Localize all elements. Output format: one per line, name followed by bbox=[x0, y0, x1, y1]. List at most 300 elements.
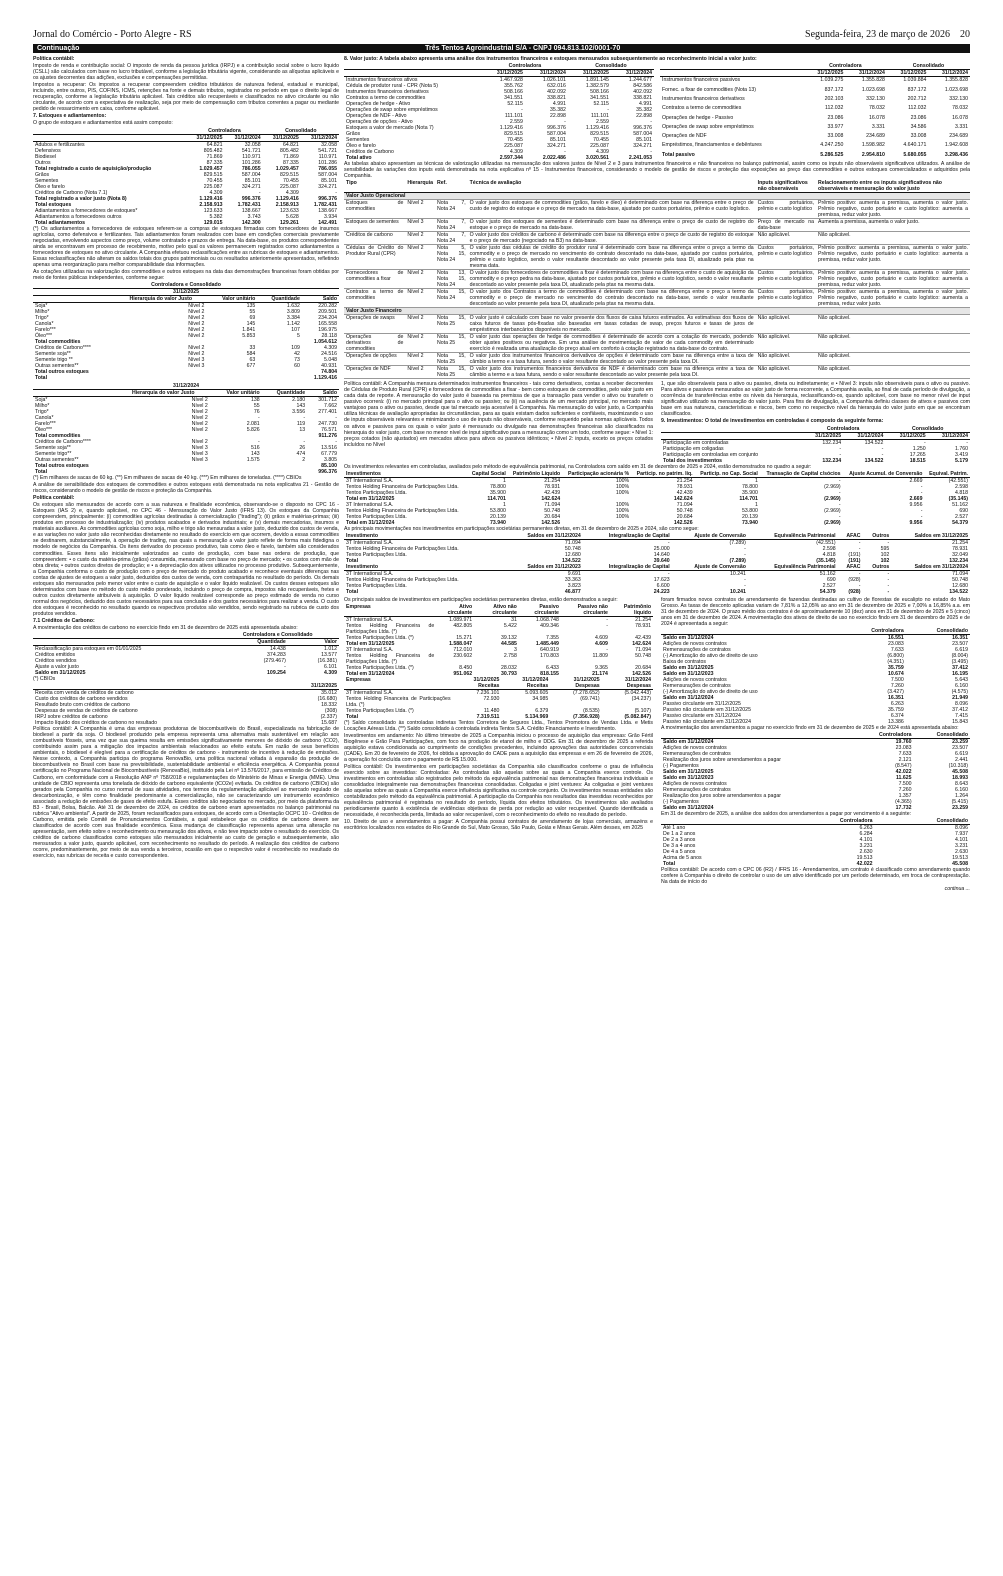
table-cell: 45.508 bbox=[952, 860, 968, 867]
table-cell: Operações de swaps bbox=[344, 315, 405, 334]
column-header: Particip. no patrim. líq. bbox=[631, 471, 694, 478]
table-cell: 142.624 bbox=[541, 495, 561, 502]
table-cell: 22.898 bbox=[636, 113, 652, 120]
table-cell: (308) bbox=[324, 708, 337, 715]
table-cell: Empréstimos, financiamentos e debêntures bbox=[662, 142, 762, 149]
table-row bbox=[344, 353, 970, 366]
column-header: Integralização de Capital bbox=[583, 533, 672, 540]
table-cell: Adiantamentos a fornecedores outros bbox=[35, 213, 122, 220]
table-cell: 7.500 bbox=[890, 676, 904, 683]
table-cell: 21.254 bbox=[952, 539, 968, 546]
table-cell: Operações de NDF - Ativo bbox=[346, 113, 407, 120]
column-header: Técnica de avaliação bbox=[468, 180, 756, 193]
table-cell: 16.351 bbox=[887, 694, 904, 701]
table-cell: 135 bbox=[246, 302, 256, 309]
table-cell: Óleo*** bbox=[35, 426, 53, 433]
paragraph: (*) Os adiantamentos a fornecedores de estoques referem-se a compras de estoques firmadas com fornecedores de insumos agrícolas, como defensivos e fertilizantes. Tais adiantamentos foram realizados com base em condições comerciais previamente negociadas, envolvendo aspectos como preço, volume contratado e prazos de entrega. Na data-base, os produtos correspondentes ainda se encontravam em processo de recebimento, motivo pelo qual os valores permanecem registrados como adiantamentos a fornecedores de estoques no ativo circulante. A Companhia efetuou reclassificações entre as rubricas de estoques e adiantamentos. Essas reclassificações não alteram os saldos totais dos grupos patrimoniais ou os resultados anteriormente apresentados, refletindo apenas uma reorganização para melhor comparabilidade das informações. bbox=[33, 225, 339, 268]
table-cell: 20.684 bbox=[676, 513, 693, 520]
table-cell: Total bbox=[35, 468, 48, 475]
table-cell: IRPJ sobre créditos de carbono bbox=[35, 714, 108, 721]
table-cell: Total outros estoques bbox=[35, 368, 89, 375]
table-cell: 1.029.457 bbox=[275, 165, 299, 172]
table-cell: (-) Amortização do ativo de direito de uso bbox=[663, 652, 758, 659]
investment-movements-table-2024 bbox=[344, 564, 970, 595]
table-cell: 35.012 bbox=[321, 690, 337, 697]
table-cell: O valor justo das cédulas de crédito do produtor rural é determinado com base na diferença entre o preço a termo da commodity e o preço de mercado no vencimento do contrato descontado na data-base, ajustado por custos portuários, prêmio e custo logístico, sendo o valor resultante descontado ao valor presente pela taxa DI, atualizado pela ptax na mesma data. bbox=[469, 245, 754, 270]
paragraph: 1, que são observáveis para o ativo ou passivo, direta ou indiretamente; e • Nível 3: inputs não observáveis para o ativo ou passivo. Para ativos e passivos mensurados ao valor justo de forma recorrente, a Companhia avalia, ao final de cada período de divulgação, a ocorrência de transferências entre os níveis da hierarquia, reclassificando-os, quando aplicável, com base no menor nível de input significativo utilizado na mensuração do valor justo. Para fins de divulgação, a Companhia definiu classes de ativos e passivos com base em sua natureza, características e riscos, bem como no respectivo nível da hierarquia do valor justo em que se encontram classificados. bbox=[661, 381, 970, 418]
table-cell: - bbox=[744, 582, 746, 589]
table-cell: 1.023.698 bbox=[861, 86, 885, 93]
table-cell: 35.759 bbox=[887, 706, 904, 713]
table-cell: 2.527 bbox=[822, 582, 836, 589]
table-cell: 85.100 bbox=[321, 462, 337, 469]
table-cell: (34.237) bbox=[631, 695, 651, 702]
table-cell: 829.515 bbox=[504, 131, 523, 138]
section-label: Valor Justo Financeiro bbox=[344, 308, 970, 315]
table-cell: 132.234 bbox=[822, 457, 842, 464]
table-cell: 6.263 bbox=[859, 824, 873, 831]
table-cell: (2.969) bbox=[824, 507, 841, 514]
table-cell: Nível 2 bbox=[405, 289, 435, 308]
table-cell: Custos portuários, prêmio e custo logístico bbox=[756, 289, 816, 308]
assets-table: Controladora Consolidado 31/12/2025 31/12/2024 31/12/2025 31/12/2024 Instrumentos financeiros ativos 1.467.928 1.026.101 1.891.145 1.244.677 Cédula de produtor rural - CPR (Nota 5) 355.762 632.016 1.382.579 842.586 Instrumentos financeiros derivativos 508.166 402.092 508.166 402.092 Contratos a termo de commodities 341.551 338.821 341.551 338.821 Operações de hedge - Ativo 52.115 4.991 52.115 4.991 Operações de swap sobre empréstimos - 35.382 - 35.382 Operações de NDF - Ativo 111.101 22.898 111.101 22.898 Operações de opções - Ativo 2.559 - 2.559 - Estoques a valor de mercado (Nota 7) 1.129.416 996.376 1.129.416 996.376 Grãos 829.515 587.004 829.515 587.004 Sementes 70.455 85.101 70.455 85.101 Óleo e farelo 225.087 324.271 225.087 324.271 Créditos de Carbono 4.309 - 4.309 - Total ativo 2.597.344 2.022.486 3.020.561 2.241.053 bbox=[346, 63, 652, 162]
table-cell: Instrumentos financeiros derivativos bbox=[346, 89, 429, 96]
table-cell: 73.940 bbox=[490, 519, 506, 526]
two-columns bbox=[344, 381, 970, 463]
column-header: Empresas bbox=[344, 604, 436, 617]
table-cell: 13 bbox=[299, 426, 306, 433]
table-cell: - bbox=[606, 646, 608, 653]
table-cell: Contratos a termo de commodities bbox=[662, 105, 742, 112]
table-cell: Nível 3 bbox=[191, 450, 208, 457]
table-cell: (928) bbox=[848, 588, 861, 595]
table-cell: 818.155 bbox=[540, 670, 559, 677]
table-cell: 23.507 bbox=[952, 744, 968, 751]
table-cell: 3.419 bbox=[955, 451, 968, 458]
table-cell: Não aplicável. bbox=[816, 232, 970, 245]
table-cell: - bbox=[335, 438, 337, 445]
table-cell: 1.039.884 bbox=[903, 77, 927, 84]
table-cell: 837.172 bbox=[824, 86, 844, 93]
table-cell: 11.480 bbox=[483, 707, 500, 714]
investments-equity-table bbox=[344, 471, 970, 526]
table-cell: Realização dos juros sobre arrendamentos a pagar bbox=[663, 756, 781, 763]
table-cell: 34.985 bbox=[532, 695, 549, 702]
table-cell: 951.062 bbox=[453, 670, 473, 677]
column-header: Particip. no Cap. Social bbox=[695, 471, 760, 478]
table-cell: 145 bbox=[246, 320, 256, 327]
table-cell: 11.809 bbox=[592, 652, 608, 659]
table-cell: 7.633 bbox=[898, 750, 912, 757]
table-row bbox=[344, 232, 970, 245]
table-cell: Nível 2 bbox=[188, 308, 205, 315]
table-cell: Não aplicável. bbox=[816, 315, 970, 334]
newspaper-name: Jornal do Comércio - Porto Alegre - RS bbox=[33, 29, 192, 40]
table-cell: - bbox=[920, 507, 923, 514]
table-cell: 6.374 bbox=[890, 712, 904, 719]
table-cell: (3.427) bbox=[887, 688, 904, 695]
table-cell: Participação em controladas bbox=[663, 439, 729, 446]
table-cell: Operações de derivativos de commodities bbox=[346, 334, 404, 353]
table-cell: Custos portuários, prêmio e custo logístico bbox=[756, 200, 816, 219]
table-cell bbox=[206, 375, 257, 381]
table-cell: 3.805 bbox=[324, 456, 337, 463]
table-cell: 5.643 bbox=[955, 676, 968, 683]
table-cell: (191) bbox=[848, 557, 861, 564]
table-cell: Prêmio positivo: aumenta a premissa, aumenta o valor justo. Prêmio negativo, custo portuário e custo logístico: aumenta a premissa, reduz valor justo. bbox=[818, 200, 968, 219]
paragraph: Os estoques são mensurados de acordo com a sua natureza e finalidade econômica, observando-se o disposto no CPC 16 - Estoques (IAS 2) e, quando aplicável, no CPC 46 - Mensuração do Valor Justo (IFRS 13). Os estoques da Companhia compreendem, principalmente: (i) commodities agrícolas destinadas à comercialização ("trading"); (ii) grãos e matérias-primas; (iii) produtos em processo de industrialização; (iv) produtos acabados e derivados industriais; e (v) demais mercadorias, insumos e materiais auxiliares. As commodities agrícolas como soja, milho e trigo são mensuradas a valor justo, deduzido dos custos de venda, e as variações no valor justo são reconhecidas diretamente no resultado do exercício em que ocorrem, devido a essas commodities se destinarem, substancialmente, à operação de trading, nas quais a mensuração a valor justo reflete de forma mais fidedigna o modelo de negócios da Companhia. Os itens derivados do processo produtivo, tais como óleo e farelo, também são considerados commodities. Esses itens são inicialmente valorizados ao custo de produção, com base nas ordens de produção, que compreendem: • o custo da matéria-prima (grãos) consumida, mensurado com base no preço de mercado; • os custos com mão de obra direta; • outros custos diretos de produção; e • a depreciação dos ativos utilizados no processo produtivo. Subsequentemente, a Companhia conforma o custo de produção com o preço de mercado do produto acabado e reconhece eventuais diferenças nas contas de ajustes de estoques a valor justo, deduzidos dos custos de venda, com contrapartida no resultado do período. Os demais estoques são mensurados pelo menor valor entre o custo de aquisição e o valor líquido realizável. Os custos desses estoques são determinados com base no método do custo médio ponderado, incluindo o preço de compra, impostos não recuperáveis, fretes e outros custos diretamente atribuíveis à aquisição. O valor líquido realizável corresponde ao preço estimado de venda no curso normal dos negócios, deduzido dos custos necessários para sua conclusão e dos gastos necessários para realizar a venda. O custo dos estoques é reconhecido no resultado quando os respectivos produtos são vendidos, sendo registrado na rubrica de custo dos produtos vendidos. bbox=[33, 502, 339, 617]
table-cell: 4.640.171 bbox=[903, 142, 927, 149]
table-cell: (10.318) bbox=[948, 762, 968, 769]
table-cell: 16.078 bbox=[952, 114, 968, 121]
table-cell: 1.782.431 bbox=[313, 201, 337, 208]
left-column bbox=[33, 56, 339, 1504]
table-cell: (5.082.847) bbox=[624, 713, 651, 720]
table-cell: - bbox=[881, 445, 884, 452]
table-cell: 2.121 bbox=[898, 756, 912, 763]
table-cell: 50.748 bbox=[635, 652, 651, 659]
table-row bbox=[660, 105, 970, 114]
table-cell: 78.800 bbox=[490, 483, 506, 490]
table-cell: 143 bbox=[251, 450, 260, 457]
paragraph: Impostos a recuperar: Os impostos a recuperar compreendem créditos tributários de natureza federal, estadual e municipal, incluindo, entre outros, PIS, COFINS, ICMS, retenções na fonte e demais tributos, registrados no período em que o direito legal de recuperação, conforme a legislação tributária aplicável. Tais créditos são recuperáveis e classificados no ativo circulante ou não circulante, de acordo com a expectativa de realização, seja por meio de compensação com tributos correntes a pagar ou mediante pedido de ressarcimento em caixa, conforme aplicável. bbox=[33, 82, 339, 113]
table-cell: Sementes bbox=[346, 137, 370, 144]
table-cell: Farelo*** bbox=[35, 326, 56, 333]
column-header: Equival. Patrim. bbox=[924, 471, 970, 478]
table-cell: 100% bbox=[615, 477, 630, 484]
table-cell: 1.026.101 bbox=[542, 77, 566, 84]
table-row bbox=[344, 334, 970, 353]
table-cell: 1.129.416 bbox=[199, 195, 223, 202]
table-cell: Passivo circulante em 31/12/2024 bbox=[663, 712, 741, 719]
table-cell: Operações de swap sobre empréstimos bbox=[662, 123, 754, 130]
table-cell: 1.782.431 bbox=[237, 201, 261, 208]
section-heading: 7. Estoques e adiantamentos: bbox=[33, 113, 107, 120]
table-cell: 2.630 bbox=[955, 848, 968, 855]
table-cell: 35.759 bbox=[887, 664, 904, 671]
table-cell: 996.376 bbox=[547, 125, 566, 132]
table-cell: 9.691 bbox=[567, 570, 581, 577]
table-row bbox=[660, 96, 970, 105]
table-cell: 1.089.971 bbox=[449, 616, 473, 623]
table-cell: 76 bbox=[253, 408, 260, 415]
table-cell: 18.332 bbox=[321, 702, 337, 709]
table-cell: 14.438 bbox=[269, 646, 286, 653]
table-cell: Nível 2 bbox=[405, 200, 435, 219]
table-cell: 109.254 bbox=[267, 670, 286, 677]
table-cell: Óleo e farelo bbox=[35, 183, 65, 190]
table-cell: 134.522 bbox=[949, 588, 968, 595]
table-cell: - bbox=[966, 439, 968, 446]
table-cell: Não aplicável. bbox=[816, 366, 970, 379]
table-cell: Não aplicável. bbox=[816, 334, 970, 353]
table-cell: 8.450 bbox=[459, 664, 473, 671]
table-cell: 3 bbox=[513, 646, 517, 653]
table-cell: 39.132 bbox=[500, 634, 517, 641]
table-cell: 129.261 bbox=[280, 219, 299, 226]
table-cell: Total em 31/12/2025 bbox=[346, 640, 395, 647]
table-cell: 134.522 bbox=[864, 439, 884, 446]
table-cell: - bbox=[838, 489, 841, 496]
table-cell: - bbox=[920, 489, 923, 496]
table-cell: 52.115 bbox=[507, 101, 523, 108]
table-cell: 2.158.913 bbox=[199, 201, 223, 208]
table-cell: 35.382 bbox=[550, 107, 566, 114]
table-cell: Fornec. a fixar de commodities (Nota 13) bbox=[662, 86, 756, 93]
table-cell: 9.956 bbox=[909, 501, 923, 508]
table-cell: 78.800 bbox=[742, 483, 758, 490]
table-cell: (35.145) bbox=[816, 557, 836, 564]
table-cell: 2 bbox=[302, 456, 306, 463]
table-cell: 110.971 bbox=[242, 153, 261, 160]
lease-maturity-table: Controladora Consolidado Até 1 ano 6.263 8.096 De 1 a 2 anos 6.284 7.937 De 2 a 3 anos 4.101 4.101 De 3 a 4 anos 3.231 3.231 De 4 a 5 anos 2.630 2.630 Acima de 5 anos 19.513 19.513 Total 42.022 45.508 bbox=[663, 817, 968, 867]
table-cell: 35.900 bbox=[742, 489, 758, 496]
table-row bbox=[661, 458, 970, 464]
table-cell: - bbox=[838, 477, 841, 484]
table-cell: 60 bbox=[294, 362, 300, 369]
table-cell: Nível 3 bbox=[405, 219, 435, 232]
table-cell: 78.032 bbox=[869, 105, 885, 112]
table-cell: 100% bbox=[615, 501, 630, 508]
table-cell: (4.575) bbox=[951, 688, 968, 695]
table-cell: Nota 7, Nota 24 bbox=[435, 200, 468, 219]
table-cell: - bbox=[303, 438, 306, 445]
table-cell: 21.254 bbox=[676, 477, 693, 484]
table-cell: (-) Pagamentos bbox=[663, 798, 699, 805]
column-header: Passivo não circulante bbox=[561, 604, 610, 617]
column-header: 31/12/2025 Despesas bbox=[550, 677, 601, 690]
table-cell: Nível 2 bbox=[188, 332, 205, 339]
table-cell: 1.023.698 bbox=[944, 86, 968, 93]
table-cell: 25.000 bbox=[653, 545, 670, 552]
table-cell: (8.547) bbox=[895, 762, 912, 769]
column-header: Hierarquia bbox=[405, 180, 435, 193]
table-cell: Total bbox=[346, 588, 359, 595]
table-cell: Canola* bbox=[35, 320, 54, 327]
investments-total-table: Controladora Consolidado 31/12/2025 31/12/2024 31/12/2025 31/12/2024 Participação em controladas 132.234 134.522 - - Participação em coligadas - - 1.250 1.760 Participação em controladas em conjunto - - 17.265 3.419 Total dos investimentos 132.234 134.522 18.515 5.179 bbox=[663, 425, 968, 464]
table-cell: Tentos Participações Ltda. (*) bbox=[346, 664, 414, 671]
table-cell: 2.022.486 bbox=[542, 155, 566, 162]
table-cell: 19.513 bbox=[952, 854, 968, 861]
table-cell: 17.623 bbox=[653, 576, 670, 583]
paragraph: Os principais saldos de investimentos em participações societárias permanentes diretas, estão demonstrados a seguir: bbox=[344, 596, 618, 603]
table-cell: 134.522 bbox=[864, 457, 884, 464]
table-cell: (42.551) bbox=[816, 539, 836, 546]
table-cell: Tentos Participações Ltda. (*) bbox=[346, 634, 414, 641]
table-cell: Nota 15, Nota 25 bbox=[435, 315, 468, 334]
table-cell: 55 bbox=[249, 308, 256, 315]
table-cell: 13.386 bbox=[887, 718, 904, 725]
table-cell: 6.600 bbox=[656, 582, 670, 589]
column-header: Ajuste de Conversão bbox=[672, 564, 748, 571]
table-cell: 482.805 bbox=[453, 622, 473, 629]
table-cell: Sementes bbox=[35, 177, 59, 184]
carbon-result-table: 31/12/2025 Receita com venda de créditos de carbono 35.012 Custo dos créditos de carbono vendidos (16.680) Resultado bruto com créditos de carbono 18.332 Despesas de vendas de créditos de carbono (308) IRPJ sobre créditos de carbono (2.337) Impacto líquido dos créditos de carbono no resultado 15.687 bbox=[35, 683, 337, 727]
table-cell: 72.930 bbox=[483, 695, 500, 702]
table-cell: 5.680.055 bbox=[903, 151, 927, 158]
table-cell: Adições de novos contratos bbox=[663, 676, 727, 683]
continuation-label: Continuação bbox=[37, 45, 80, 52]
masthead bbox=[33, 29, 970, 43]
table-cell: 33.008 bbox=[827, 133, 844, 140]
table-cell: 34.586 bbox=[910, 123, 927, 130]
table-cell: 70.455 bbox=[593, 137, 609, 144]
table-cell: 324.271 bbox=[318, 183, 337, 190]
table-cell: Nível 2 bbox=[405, 334, 435, 353]
section-label: Valor Justo Operacional bbox=[344, 193, 970, 200]
table-cell: Nível 2 bbox=[405, 270, 435, 289]
table-cell: 7.260 bbox=[898, 786, 912, 793]
table-cell: 33.977 bbox=[827, 123, 844, 130]
column-header: Tipo bbox=[344, 180, 405, 193]
table-row bbox=[344, 289, 970, 308]
table-cell: Total bbox=[346, 557, 359, 564]
table-cell: Nível 2 bbox=[405, 366, 435, 379]
paragraph: As cotações utilizadas na valorização dos commodities e outros estoques na data das demonstrações financeiras foram obtidas por meio de fontes públicas independentes, conforme segue: bbox=[33, 268, 339, 281]
table-cell: Grãos bbox=[346, 131, 361, 138]
table-cell: - bbox=[650, 119, 652, 126]
company-name: Três Tentos Agroindustrial S/A - CNPJ 094.813.102/0001-70 bbox=[425, 45, 621, 52]
footnote: (*) Saldo consolidado às controladas indiretas Tentos Corretora de Seguros Ltda., Tentos Promotora de Vendas Ltda. e Metis Locações Aéreas Ltda. (**) Saldo consolidado à controlada indireta Tentos S.A. Crédito Financiamento e Investimento. bbox=[344, 719, 653, 732]
table-cell: 2.559 bbox=[595, 119, 609, 126]
table-cell: Nota 15, Nota 25 bbox=[437, 366, 466, 379]
table-cell: - bbox=[887, 582, 890, 589]
middle-column bbox=[344, 381, 653, 463]
table-cell: Saldo em 31/12/2023 bbox=[663, 774, 714, 781]
table-row bbox=[344, 219, 970, 232]
table-cell: - bbox=[858, 545, 861, 552]
footnote: (*) CBIOs bbox=[33, 676, 56, 683]
table-cell: 3T International S.A. bbox=[346, 539, 394, 546]
table-cell: 2.758 bbox=[503, 652, 517, 659]
table-cell: 1.598.982 bbox=[861, 142, 885, 149]
table-cell: 23.259 bbox=[952, 804, 968, 811]
table-cell: Custos portuários, prêmio e custo logístico bbox=[756, 270, 816, 289]
table-cell: 508.166 bbox=[590, 89, 609, 96]
table-cell: 42.439 bbox=[676, 489, 693, 496]
column-header: Investimentos bbox=[344, 471, 468, 478]
table-cell: Cédulas de Crédito do Produtor Rural (CPR) bbox=[344, 245, 405, 270]
table-cell: Biodiesel bbox=[35, 153, 57, 160]
table-cell: 996.376 bbox=[241, 195, 261, 202]
table-cell: 1.485.449 bbox=[535, 640, 559, 647]
table-cell: Tentos Holding Financeira de Participações Ltda. bbox=[346, 483, 459, 490]
table-cell: 71.869 bbox=[282, 153, 299, 160]
table-cell: 842.586 bbox=[633, 83, 652, 90]
table-cell: 584 bbox=[246, 350, 256, 357]
table-cell: Milho* bbox=[35, 308, 50, 315]
table-cell: - bbox=[258, 189, 261, 196]
table-cell: 7.260 bbox=[890, 682, 904, 689]
table-cell: 1 bbox=[503, 477, 506, 484]
table-cell: - bbox=[667, 539, 670, 546]
table-cell: 1.891.145 bbox=[585, 77, 609, 84]
table-cell: (6.800) bbox=[887, 652, 904, 659]
paragraph: A análise de sensibilidade dos estoques de commodities e outros estoques está demonstrada na nota explicativa 21 - Gestão de riscos, considerando o modelo de gestão de riscos e proteção da Companhia. bbox=[33, 481, 339, 495]
table-cell: Saldo em 31/12/2024 bbox=[663, 804, 714, 811]
table-cell: 4.101 bbox=[955, 836, 968, 843]
continues-label: continua ... bbox=[944, 886, 970, 893]
table-cell: Soja* bbox=[35, 302, 48, 309]
table-cell: 23.259 bbox=[952, 738, 968, 745]
table-cell: 1.575 bbox=[246, 456, 260, 463]
table-cell: 78.032 bbox=[952, 105, 968, 112]
table-cell: Instrumentos financeiros passivos bbox=[662, 77, 741, 84]
table-cell: 6.379 bbox=[535, 707, 549, 714]
table-cell: Operações de swap sobre empréstimos bbox=[346, 107, 438, 114]
table-cell: 5.048 bbox=[324, 356, 337, 363]
table-cell: 3.331 bbox=[871, 123, 885, 130]
inventory-table: Controladora Consolidado 31/12/2025 31/12/2024 31/12/2025 31/12/2024 Adubos e fertilizantes 64.821 32.058 64.821 32.058 Defensivos 805.482 541.721 805.482 541.721 Biodiesel 71.869 110.971 71.869 110.971 Outros 87.335 101.286 87.335 101.286 Total registrado a custo de aquisição/produção 1.029.457 786.055 1.029.457 786.055 Grãos 829.515 587.004 829.515 587.004 Sementes 70.455 85.101 70.455 85.101 Óleo e farelo 225.087 324.271 225.087 324.271 Créditos de Carbono (Nota 7.1) 4.309 - 4.309 - Total registrado a valor justo (Nota 8) 1.129.416 996.376 1.129.416 996.376 Total estoques 2.158.913 1.782.431 2.158.913 1.782.431 Adiantamentos a fornecedores de estoques* 123.633 138.667 123.633 138.667 Adiantamentos a fornecedores outros 5.382 3.743 5.628 3.934 Total adiantamentos 129.015 142.300 129.261 142.491 bbox=[35, 127, 337, 226]
table-cell: Nível 2 bbox=[188, 320, 205, 327]
table-cell: 2.630 bbox=[859, 848, 873, 855]
table-cell: Créditos de Carbono**** bbox=[35, 344, 91, 351]
column-header: Equivalência Patrimonial bbox=[748, 533, 838, 540]
table-cell: Total registrado a valor justo (Nota 8) bbox=[35, 195, 127, 202]
table-cell: 9.956 bbox=[909, 519, 923, 526]
table-cell: 78.931 bbox=[952, 545, 968, 552]
table-cell: Nota 5, Nota 15, Nota 24 bbox=[435, 245, 468, 270]
table-cell: 46.877 bbox=[564, 588, 581, 595]
column-header: Saldos em 31/12/2025 bbox=[891, 533, 970, 540]
table-cell: 87.335 bbox=[206, 159, 223, 166]
table-cell: Não aplicável. bbox=[756, 334, 816, 353]
table-cell: 324.271 bbox=[633, 143, 652, 150]
table-cell: 74.804 bbox=[321, 368, 337, 375]
table-cell: - bbox=[887, 588, 890, 595]
column-header: Equivalência Patrimonial bbox=[748, 564, 838, 571]
table-cell: 3.384 bbox=[286, 314, 300, 321]
table-cell: 209.501 bbox=[318, 308, 337, 315]
column-header: AFAC bbox=[838, 564, 863, 571]
table-cell: Ajuste a valor justo bbox=[35, 664, 79, 671]
table-cell: 3T International S.A. bbox=[346, 501, 394, 508]
table-cell: 134.522 bbox=[562, 557, 581, 564]
column-header: Patrimônio líquido bbox=[610, 604, 653, 617]
table-cell: Créditos de Carbono**** bbox=[35, 438, 91, 445]
table-cell: 230.602 bbox=[453, 652, 473, 659]
table-cell: 4.101 bbox=[859, 836, 873, 843]
table-cell: 712.010 bbox=[453, 646, 473, 653]
table-cell: 35.382 bbox=[636, 107, 652, 114]
table-cell: (2.969) bbox=[824, 483, 841, 490]
table-cell: 20.139 bbox=[490, 513, 506, 520]
table-cell: Total bbox=[346, 713, 359, 720]
table-cell: Farelo*** bbox=[35, 420, 56, 427]
table-cell: 51.162 bbox=[819, 570, 836, 577]
table-cell: 142.526 bbox=[632, 670, 651, 677]
table-cell: 71.094 bbox=[952, 570, 968, 577]
table-cell: 78.931 bbox=[544, 483, 561, 490]
table-cell: 4.818 bbox=[822, 551, 836, 558]
table-cell: Nota 15, Nota 25 bbox=[437, 353, 466, 366]
table-cell: 50.748 bbox=[564, 545, 581, 552]
table-cell: 71.094 bbox=[544, 501, 561, 508]
table-cell: (928) bbox=[848, 576, 861, 583]
table-cell: 21.949 bbox=[952, 694, 968, 701]
table-cell: Nota 15, Nota 24 bbox=[435, 289, 468, 308]
table-cell: 111.101 bbox=[504, 113, 523, 120]
table-cell: Prêmio positivo: aumenta a premissa, aumenta o valor justo. Prêmio negativo, custo portuário e custo logístico: aumenta a premissa, reduz valor justo. bbox=[818, 289, 968, 308]
table-cell: Tentos Participações Ltda. bbox=[346, 551, 407, 558]
table-cell: 225.087 bbox=[280, 183, 299, 190]
table-cell: - bbox=[839, 451, 842, 458]
table-cell: 51.162 bbox=[952, 501, 968, 508]
table-cell: 31 bbox=[511, 616, 517, 623]
table-cell: Semente trigo** bbox=[35, 450, 72, 457]
column-header: Integralização de Capital bbox=[583, 564, 672, 571]
table-cell: - bbox=[667, 570, 670, 577]
